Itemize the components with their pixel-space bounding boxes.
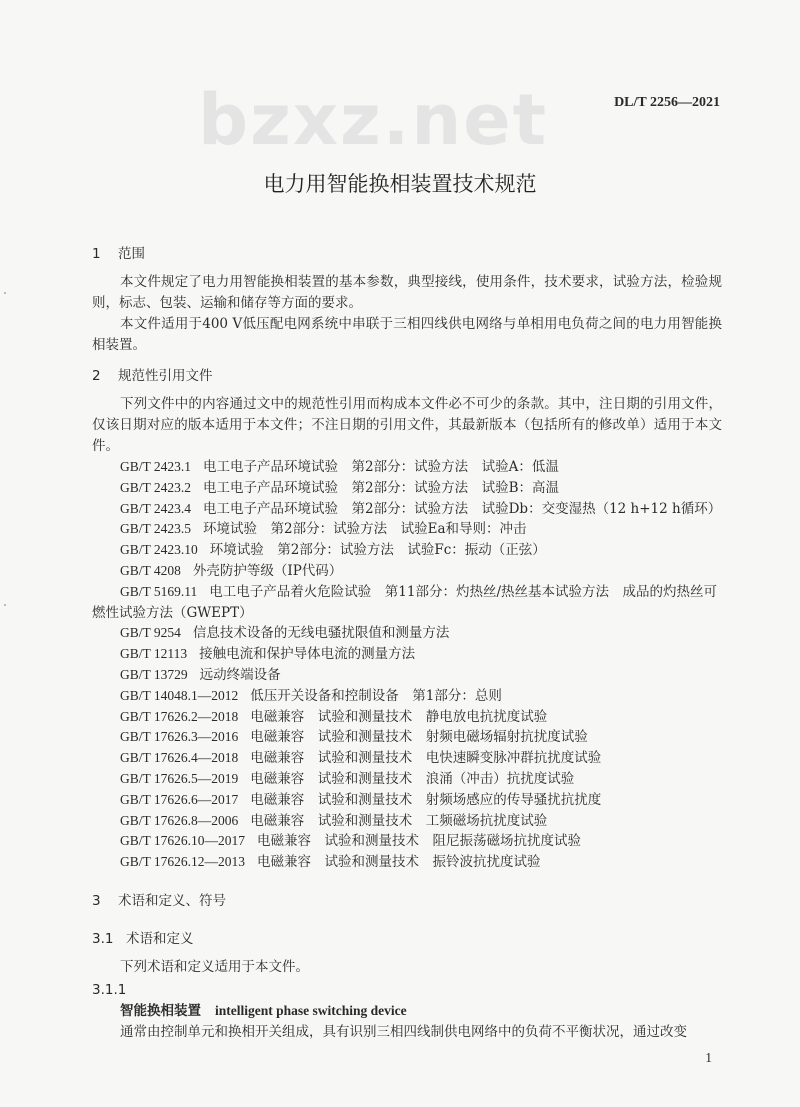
section-1-body: [92, 272, 722, 356]
reference-title: 环境试验 第2部分：试验方法 试验Ea和导则：冲击: [203, 521, 527, 538]
standard-number: DL/T 2256—2021: [614, 95, 720, 110]
section-title: 规范性引用文件: [118, 368, 213, 384]
reference-title: 电磁兼容 试验和测量技术 射频电磁场辐射抗扰度试验: [250, 729, 588, 746]
section-2-body: [92, 394, 722, 457]
scan-mark: [4, 604, 6, 606]
section-heading-2: [92, 366, 722, 386]
term-definition: 通常由控制单元和换相开关组成，具有识别三相四线制供电网络中的负荷不平衡状况，通过改变: [120, 1023, 687, 1040]
reference-item: [92, 623, 722, 644]
reference-title: 电工电子产品着火危险试验 第11部分：灼热丝/热丝基本试验方法 成品的灼热丝可燃性试验方法（GWEPT）: [92, 583, 717, 621]
reference-item: [92, 707, 722, 728]
reference-item: [92, 665, 722, 686]
section-number: 2: [92, 368, 101, 384]
reference-title: 电磁兼容 试验和测量技术 电快速瞬变脉冲群抗扰度试验: [250, 750, 602, 767]
reference-code: GB/T 17626.8—2006: [120, 812, 239, 828]
reference-item: [92, 686, 722, 707]
reference-title: 远动终端设备: [199, 666, 281, 683]
reference-title: 电磁兼容 试验和测量技术 静电放电抗扰度试验: [250, 708, 548, 725]
reference-code: GB/T 2423.4: [120, 500, 192, 516]
reference-code: GB/T 13729: [120, 666, 188, 682]
reference-code: GB/T 12113: [120, 646, 188, 662]
paragraph: 下列文件中的内容通过文中的规范性引用而构成本文件必不可少的条款。其中，注日期的引用文件，仅该日期对应的版本适用于本文件；不注日期的引用文件，其最新版本（包括所有的修改单）适用于本文件。: [92, 396, 722, 454]
reference-code: GB/T 9254: [120, 625, 181, 641]
section-title: 范围: [118, 246, 145, 262]
reference-item: [92, 769, 722, 790]
reference-item: [92, 478, 722, 499]
reference-title: 接触电流和保护导体电流的测量方法: [199, 646, 416, 663]
paragraph: 本文件规定了电力用智能换相装置的基本参数，典型接线，使用条件，技术要求，试验方法，检验规则，标志、包装、运输和储存等方面的要求。: [92, 274, 722, 311]
paragraph: 下列术语和定义适用于本文件。: [120, 958, 309, 975]
document-title: 电力用智能换相装置技术规范: [263, 172, 537, 196]
reference-item: [92, 582, 722, 624]
reference-code: GB/T 2423.10: [120, 542, 198, 558]
section-heading-1: [92, 244, 722, 264]
reference-item: [92, 561, 722, 582]
reference-code: GB/T 17626.12—2013: [120, 854, 246, 870]
subsection-intro: [92, 957, 722, 978]
reference-item: [92, 519, 722, 540]
term-number: 3.1.1: [92, 981, 127, 998]
subsection-number: 3.1: [92, 930, 114, 947]
reference-code: GB/T 2423.2: [120, 479, 192, 495]
term-english: intelligent phase switching device: [215, 1002, 407, 1018]
section-number: 3: [92, 892, 101, 909]
subsection-title: 术语和定义: [126, 930, 194, 947]
reference-item: [92, 831, 722, 852]
paragraph: 本文件适用于400 V低压配电网系统中串联于三相四线供电网络与单相用电负荷之间的电力用智能换相装置。: [92, 316, 722, 353]
reference-title: 外壳防护等级（IP代码）: [192, 562, 343, 579]
reference-item: [92, 811, 722, 832]
reference-code: GB/T 2423.5: [120, 521, 192, 537]
reference-item: [92, 748, 722, 769]
reference-title: 电磁兼容 试验和测量技术 阻尼振荡磁场抗扰度试验: [257, 833, 582, 850]
reference-title: 环境试验 第2部分：试验方法 试验Fc：振动（正弦）: [209, 542, 546, 559]
reference-item: [92, 540, 722, 561]
section-heading-3: [92, 891, 722, 911]
reference-item: [92, 644, 722, 665]
document-body: [92, 244, 722, 1067]
reference-item: [92, 727, 722, 748]
reference-item: [92, 457, 722, 478]
reference-code: GB/T 17626.6—2017: [120, 791, 239, 807]
reference-title: 电磁兼容 试验和测量技术 射频场感应的传导骚扰抗扰度: [250, 791, 602, 808]
term-entry: [92, 1000, 722, 1043]
section-title: 术语和定义、符号: [118, 892, 226, 909]
reference-code: GB/T 5169.11: [120, 583, 198, 599]
scan-mark: [4, 292, 6, 294]
reference-title: 电工电子产品环境试验 第2部分：试验方法 试验Db：交变湿热（12 h+12 h循环）: [203, 500, 722, 517]
watermark: bzxz.net: [198, 79, 549, 161]
page-number: 1: [705, 1049, 712, 1065]
reference-code: GB/T 17626.3—2016: [120, 729, 239, 745]
reference-title: 信息技术设备的无线电骚扰限值和测量方法: [192, 625, 450, 642]
reference-item: [92, 852, 722, 873]
term-chinese: 智能换相装置: [120, 1002, 201, 1019]
reference-item: [92, 790, 722, 811]
reference-code: GB/T 4208: [120, 562, 181, 578]
reference-list: [92, 457, 722, 873]
reference-title: 电工电子产品环境试验 第2部分：试验方法 试验B：高温: [203, 479, 560, 496]
reference-code: GB/T 17626.2—2018: [120, 708, 239, 724]
reference-item: [92, 499, 722, 520]
reference-title: 电磁兼容 试验和测量技术 浪涌（冲击）抗扰度试验: [250, 770, 575, 787]
reference-code: GB/T 17626.5—2019: [120, 770, 239, 786]
reference-title: 电磁兼容 试验和测量技术 振铃波抗扰度试验: [257, 854, 541, 871]
reference-code: GB/T 14048.1—2012: [120, 687, 239, 703]
reference-code: GB/T 17626.10—2017: [120, 833, 246, 849]
subsection-heading: [92, 929, 722, 949]
reference-title: 电磁兼容 试验和测量技术 工频磁场抗扰度试验: [250, 812, 548, 829]
reference-code: GB/T 17626.4—2018: [120, 750, 239, 766]
section-number: 1: [92, 246, 101, 262]
reference-title: 低压开关设备和控制设备 第1部分：总则: [250, 687, 502, 704]
reference-title: 电工电子产品环境试验 第2部分：试验方法 试验A：低温: [203, 459, 559, 475]
reference-code: GB/T 2423.1: [120, 459, 192, 474]
